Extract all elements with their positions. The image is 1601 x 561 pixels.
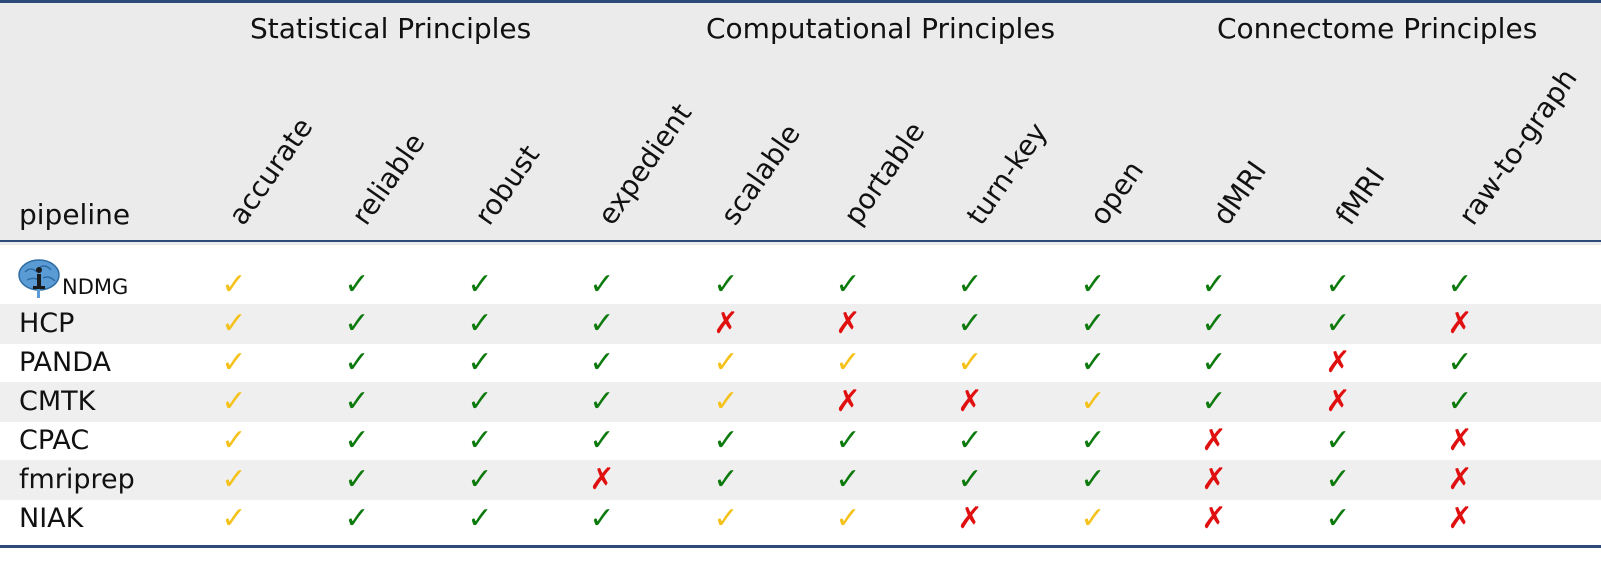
table-row (0, 265, 1601, 305)
check-icon: ✓ (467, 384, 493, 419)
pipeline-column-header: pipeline (19, 198, 131, 231)
check-icon: ✓ (957, 423, 983, 458)
cross-icon: ✗ (1325, 384, 1351, 419)
check-icon: ✓ (1447, 384, 1473, 419)
check-icon: ✓ (467, 501, 493, 536)
check-icon: ✓ (835, 501, 861, 536)
cross-icon: ✗ (1201, 462, 1227, 497)
table-row (0, 499, 1601, 539)
column-header-expedient: expedient (591, 97, 699, 231)
column-header-accurate: accurate (222, 111, 320, 231)
group-statistical: Statistical Principles (250, 12, 532, 45)
column-header-reliable: reliable (345, 127, 432, 231)
check-icon: ✓ (344, 501, 370, 536)
check-icon: ✓ (1325, 462, 1351, 497)
check-icon: ✓ (713, 384, 739, 419)
check-icon: ✓ (1201, 267, 1227, 302)
cross-icon: ✗ (1447, 306, 1473, 341)
check-icon: ✓ (344, 267, 370, 302)
check-icon: ✓ (713, 423, 739, 458)
check-icon: ✓ (1080, 423, 1106, 458)
check-icon: ✓ (1080, 462, 1106, 497)
bottom-rule (0, 545, 1601, 548)
cross-icon: ✗ (1447, 501, 1473, 536)
cross-icon: ✗ (957, 384, 983, 419)
check-icon: ✓ (221, 267, 247, 302)
check-icon: ✓ (221, 345, 247, 380)
check-icon: ✓ (344, 462, 370, 497)
check-icon: ✓ (1080, 267, 1106, 302)
column-header-open: open (1083, 154, 1151, 231)
check-icon: ✓ (589, 345, 615, 380)
check-icon: ✓ (1201, 345, 1227, 380)
check-icon: ✓ (467, 267, 493, 302)
cross-icon: ✗ (957, 501, 983, 536)
check-icon: ✓ (1447, 267, 1473, 302)
check-icon: ✓ (344, 384, 370, 419)
cross-icon: ✗ (713, 306, 739, 341)
row-name: NIAK (19, 503, 84, 534)
group-connectome: Connectome Principles (1217, 12, 1538, 45)
check-icon: ✓ (589, 267, 615, 302)
check-icon: ✓ (467, 306, 493, 341)
cross-icon: ✗ (1447, 423, 1473, 458)
check-icon: ✓ (957, 267, 983, 302)
check-icon: ✓ (835, 345, 861, 380)
check-icon: ✓ (344, 306, 370, 341)
check-icon: ✓ (1447, 345, 1473, 380)
column-header-turn-key: turn-key (960, 116, 1054, 231)
cross-icon: ✗ (835, 384, 861, 419)
check-icon: ✓ (589, 423, 615, 458)
check-icon: ✓ (713, 267, 739, 302)
check-icon: ✓ (467, 345, 493, 380)
table-row (0, 421, 1601, 461)
table-row (0, 304, 1601, 344)
check-icon: ✓ (1080, 501, 1106, 536)
check-icon: ✓ (957, 306, 983, 341)
check-icon: ✓ (1325, 423, 1351, 458)
column-header-robust: robust (468, 138, 547, 231)
column-header-scalable: scalable (714, 117, 807, 231)
check-icon: ✓ (713, 501, 739, 536)
check-icon: ✓ (221, 306, 247, 341)
check-icon: ✓ (1201, 306, 1227, 341)
check-icon: ✓ (1080, 306, 1106, 341)
table-row (0, 460, 1601, 500)
check-icon: ✓ (1325, 267, 1351, 302)
check-icon: ✓ (589, 306, 615, 341)
cross-icon: ✗ (1201, 501, 1227, 536)
column-header-portable: portable (837, 115, 932, 231)
cross-icon: ✗ (1325, 345, 1351, 380)
check-icon: ✓ (344, 345, 370, 380)
group-computational: Computational Principles (706, 12, 1056, 45)
cross-icon: ✗ (835, 306, 861, 341)
cross-icon: ✗ (1201, 423, 1227, 458)
check-icon: ✓ (467, 423, 493, 458)
check-icon: ✓ (713, 462, 739, 497)
check-icon: ✓ (1080, 345, 1106, 380)
check-icon: ✓ (221, 501, 247, 536)
column-header-fmri: fMRI (1329, 161, 1392, 231)
check-icon: ✓ (835, 267, 861, 302)
cross-icon: ✗ (589, 462, 615, 497)
check-icon: ✓ (1325, 306, 1351, 341)
table-row (0, 343, 1601, 383)
row-name: fmriprep (19, 464, 135, 495)
check-icon: ✓ (1201, 384, 1227, 419)
check-icon: ✓ (957, 462, 983, 497)
check-icon: ✓ (1325, 501, 1351, 536)
check-icon: ✓ (835, 462, 861, 497)
check-icon: ✓ (344, 423, 370, 458)
row-name: NDMG (62, 275, 129, 299)
row-name: CPAC (19, 425, 90, 456)
check-icon: ✓ (957, 345, 983, 380)
check-icon: ✓ (467, 462, 493, 497)
top-rule (0, 0, 1601, 3)
cross-icon: ✗ (1447, 462, 1473, 497)
check-icon: ✓ (221, 384, 247, 419)
check-icon: ✓ (221, 423, 247, 458)
row-name: PANDA (19, 347, 112, 378)
check-icon: ✓ (589, 501, 615, 536)
row-name: CMTK (19, 386, 96, 417)
header-rule (0, 240, 1601, 242)
column-header-dmri: dMRI (1206, 154, 1273, 231)
check-icon: ✓ (221, 462, 247, 497)
check-icon: ✓ (589, 384, 615, 419)
column-header-raw-to-graph: raw-to-graph (1452, 62, 1584, 231)
check-icon: ✓ (835, 423, 861, 458)
check-icon: ✓ (1080, 384, 1106, 419)
table-row (0, 382, 1601, 422)
brain-logo-icon (17, 258, 65, 300)
check-icon: ✓ (713, 345, 739, 380)
row-name: HCP (19, 308, 75, 339)
